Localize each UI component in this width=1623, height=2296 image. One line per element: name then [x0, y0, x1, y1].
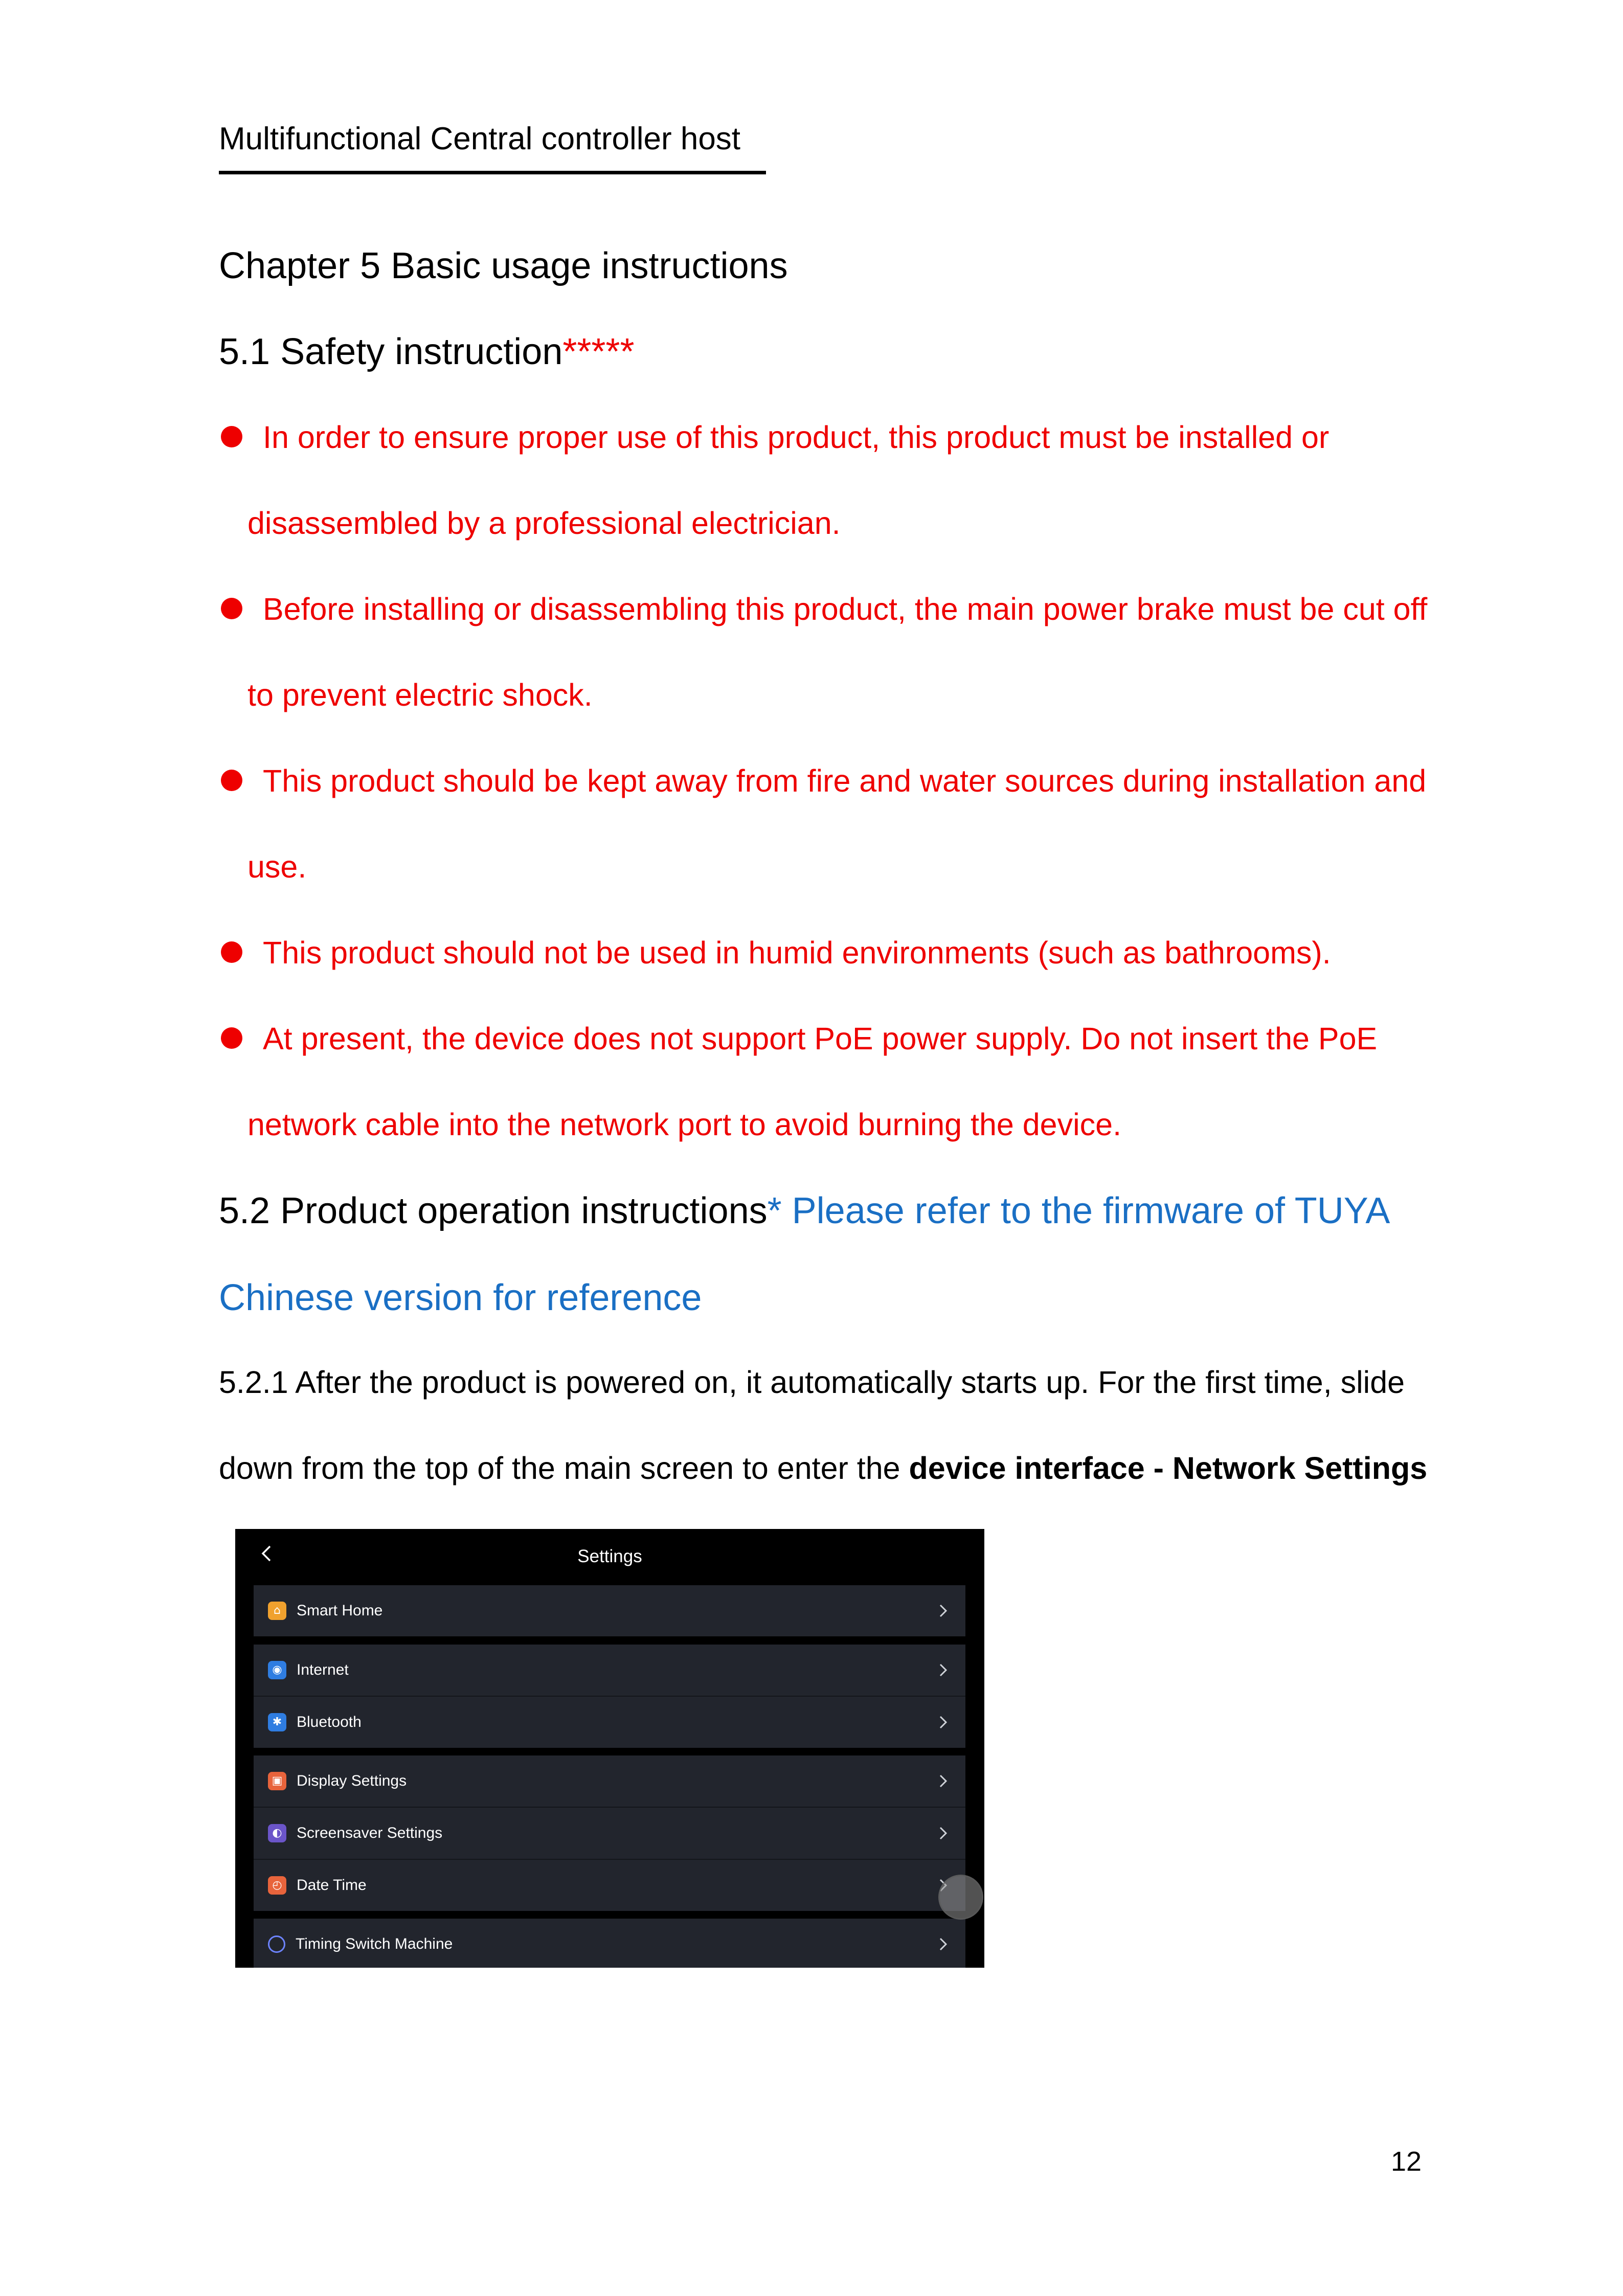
chevron-right-icon — [936, 1603, 950, 1619]
running-header: Multifunctional Central controller host — [219, 121, 741, 156]
bullet-2-line2: to prevent electric shock. — [247, 678, 593, 712]
bullet-5 — [219, 1016, 1377, 1062]
page-number: 12 — [1391, 2146, 1422, 2177]
settings-row-display-settings[interactable] — [254, 1755, 965, 1808]
settings-title: Settings — [577, 1546, 642, 1566]
bullet-3-line1: This product should be kept away from fire and water sources during installation and — [263, 763, 1427, 798]
settings-row-label: Bluetooth — [297, 1714, 362, 1730]
power-icon — [268, 1935, 285, 1953]
settings-group — [254, 1645, 965, 1748]
clock-icon: ◴ — [268, 1876, 286, 1895]
settings-row-label: Display Settings — [297, 1772, 407, 1789]
header-rule — [219, 171, 766, 174]
section-5-1-marker: ***** — [562, 331, 635, 372]
settings-row-screensaver-settings[interactable] — [254, 1808, 965, 1860]
floating-assistive-button[interactable] — [938, 1875, 983, 1920]
section-5-2-title — [219, 1186, 1390, 1235]
settings-row-label: Date Time — [297, 1877, 367, 1894]
settings-row-timing-switch-machine[interactable] — [254, 1919, 965, 1968]
settings-row-label: Smart Home — [297, 1602, 383, 1619]
display-icon: ▣ — [268, 1772, 286, 1790]
settings-group — [254, 1919, 965, 1968]
wifi-icon: ◉ — [268, 1661, 286, 1679]
bullet-dot — [221, 1027, 242, 1049]
settings-row-label: Timing Switch Machine — [296, 1935, 453, 1952]
settings-row-label: Screensaver Settings — [297, 1825, 443, 1841]
bullet-3 — [219, 758, 1426, 804]
bullet-1 — [219, 414, 1329, 460]
bullet-4-line1: This product should not be used in humid environments (such as bathrooms). — [263, 935, 1331, 970]
settings-row-label: Internet — [297, 1661, 349, 1678]
settings-topbar — [235, 1529, 984, 1585]
settings-screenshot — [235, 1529, 984, 1968]
bullet-1-line2: disassembled by a professional electrician. — [247, 506, 841, 541]
chapter-title: Chapter 5 Basic usage instructions — [219, 245, 788, 286]
step-5-2-1-line1: 5.2.1 After the product is powered on, it automatically starts up. For the first time, slide — [219, 1365, 1405, 1400]
section-5-2-note: * Please refer to the firmware of TUYA — [767, 1190, 1390, 1231]
bullet-4 — [219, 930, 1331, 976]
section-5-1-title — [219, 327, 634, 376]
bullet-5-line2: network cable into the network port to avoid burning the device. — [247, 1107, 1122, 1142]
step-5-2-1-line2 — [219, 1445, 1427, 1491]
section-5-2-note-cont: Chinese version for reference — [219, 1277, 702, 1318]
bullet-3-line2: use. — [247, 849, 307, 884]
chevron-right-icon — [936, 1773, 950, 1789]
chevron-right-icon — [936, 1714, 950, 1730]
home-icon: ⌂ — [268, 1602, 286, 1620]
settings-group — [254, 1585, 965, 1636]
bullet-dot — [221, 770, 242, 791]
bullet-2 — [219, 586, 1427, 632]
settings-row-internet[interactable] — [254, 1645, 965, 1697]
screensaver-icon: ◐ — [268, 1824, 286, 1842]
bullet-2-line1: Before installing or disassembling this product, the main power brake must be cut off — [263, 592, 1428, 626]
bullet-5-line1: At present, the device does not support PoE power supply. Do not insert the PoE — [263, 1021, 1378, 1056]
section-5-1-heading: 5.1 Safety instruction — [219, 331, 563, 372]
bullet-dot — [221, 941, 242, 963]
settings-row-smart-home[interactable] — [254, 1585, 965, 1636]
settings-row-date-time[interactable] — [254, 1860, 965, 1911]
step-5-2-1-line2-text: down from the top of the main screen to enter the — [219, 1451, 909, 1485]
bullet-dot — [221, 598, 242, 619]
bullet-1-line1: In order to ensure proper use of this product, this product must be installed or — [263, 420, 1329, 455]
bluetooth-icon: ✱ — [268, 1713, 286, 1731]
chevron-right-icon — [936, 1936, 950, 1952]
settings-row-bluetooth[interactable] — [254, 1697, 965, 1748]
settings-group — [254, 1755, 965, 1911]
bullet-dot — [221, 426, 242, 447]
section-5-2-heading: 5.2 Product operation instructions — [219, 1190, 768, 1231]
chevron-right-icon — [936, 1662, 950, 1678]
step-5-2-1-line2-bold: device interface - Network Settings — [909, 1451, 1428, 1485]
chevron-right-icon — [936, 1825, 950, 1841]
